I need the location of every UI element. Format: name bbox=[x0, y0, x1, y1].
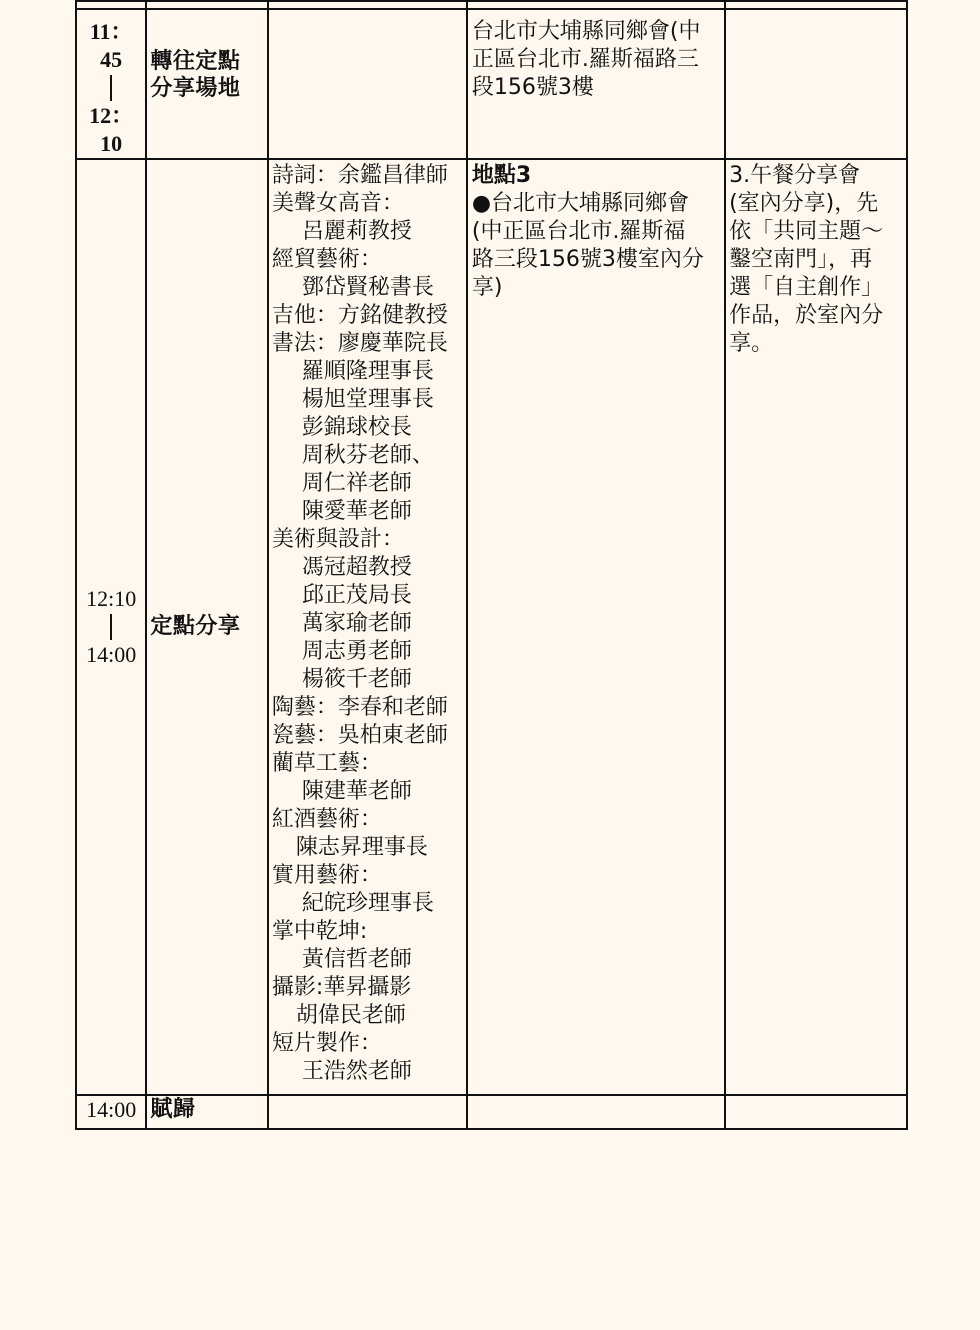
time-cell bbox=[76, 9, 146, 159]
session-title: 定點分享 bbox=[150, 614, 241, 639]
time-text: 14:00 bbox=[86, 1097, 137, 1122]
performer-line: 藺草工藝： bbox=[271, 751, 382, 776]
session-title: 賦歸 bbox=[150, 1097, 196, 1122]
performers-cell bbox=[268, 9, 467, 159]
performer-line: 王浩然老師 bbox=[301, 1059, 412, 1084]
note-line: 鑿空南門」，再 bbox=[729, 247, 873, 272]
note-line: 享。 bbox=[729, 331, 774, 356]
performer-line: 短片製作： bbox=[271, 1031, 382, 1056]
location-line: ●台北市大埔縣同鄉會 bbox=[471, 191, 690, 216]
performer-line: 陳建華老師 bbox=[301, 779, 412, 804]
performer-line: 彭錦球校長 bbox=[301, 415, 412, 440]
note-line: 作品，於室內分 bbox=[729, 303, 884, 328]
location-line: 正區台北市.羅斯福路三 bbox=[471, 47, 699, 72]
time-range-divider bbox=[110, 614, 112, 640]
performer-line: 黃信哲老師 bbox=[301, 947, 412, 972]
performer-line: 羅順隆理事長 bbox=[301, 359, 434, 384]
time-text: 12:10 bbox=[86, 586, 137, 611]
session-cell bbox=[146, 9, 268, 159]
time-cell bbox=[76, 1095, 146, 1129]
location-cell bbox=[467, 159, 725, 1095]
time-text: 45 bbox=[100, 47, 123, 72]
performers-cell bbox=[268, 1095, 467, 1129]
performer-line: 陶藝：李春和老師 bbox=[271, 695, 448, 720]
time-text: 12： bbox=[89, 103, 134, 128]
performer-line: 美術與設計： bbox=[271, 527, 404, 552]
location-line: (中正區台北市.羅斯福 bbox=[471, 219, 686, 244]
performer-list bbox=[269, 160, 466, 1086]
performer-line: 呂麗莉教授 bbox=[301, 219, 412, 244]
notes-cell bbox=[725, 9, 907, 159]
location-line: 路三段156號3樓室內分 bbox=[471, 247, 704, 272]
performer-line: 周秋芬老師、 bbox=[301, 443, 434, 468]
session-title: 分享場地 bbox=[150, 76, 241, 101]
table-row bbox=[76, 159, 907, 1095]
notes-cell bbox=[725, 159, 907, 1095]
table-row-continued bbox=[76, 1, 907, 9]
performer-line: 楊筱千老師 bbox=[301, 667, 412, 692]
performer-line: 瓷藝：吳柏東老師 bbox=[271, 723, 448, 748]
performer-line: 書法：廖慶華院長 bbox=[271, 331, 448, 356]
session-cell bbox=[146, 159, 268, 1095]
session-cell bbox=[146, 1095, 268, 1129]
performer-line: 紀皖珍理事長 bbox=[301, 891, 434, 916]
time-range-divider bbox=[110, 75, 112, 101]
time-text: 10 bbox=[100, 131, 123, 156]
performer-line: 楊旭堂理事長 bbox=[301, 387, 434, 412]
session-title: 轉往定點 bbox=[150, 49, 241, 74]
performer-line: 紅酒藝術： bbox=[271, 807, 382, 832]
note-line: (室內分享)，先 bbox=[729, 191, 879, 216]
notes-cell bbox=[725, 1095, 907, 1129]
performer-line: 陳志昇理事長 bbox=[295, 835, 428, 860]
performer-line: 經貿藝術： bbox=[271, 247, 382, 272]
time-cell bbox=[76, 159, 146, 1095]
performer-line: 美聲女高音： bbox=[271, 191, 404, 216]
performer-line: 詩詞：余鑑昌律師 bbox=[271, 163, 448, 188]
table-row bbox=[76, 1095, 907, 1129]
note-line: 依「共同主題～ bbox=[729, 219, 884, 244]
note-line: 3.午餐分享會 bbox=[729, 163, 861, 188]
performer-line: 攝影:華昇攝影 bbox=[271, 975, 412, 1000]
performer-line: 馮冠超教授 bbox=[301, 555, 412, 580]
performer-line: 邱正茂局長 bbox=[301, 583, 412, 608]
location-cell bbox=[467, 9, 725, 159]
note-line: 選「自主創作」 bbox=[729, 275, 884, 300]
performer-line: 萬家瑜老師 bbox=[301, 611, 412, 636]
time-text: 11： bbox=[89, 19, 133, 44]
performer-line: 實用藝術： bbox=[271, 863, 382, 888]
performers-cell bbox=[268, 159, 467, 1095]
location-line: 享) bbox=[471, 275, 503, 300]
time-text: 14:00 bbox=[86, 642, 137, 667]
location-title: 地點3 bbox=[471, 163, 532, 188]
table-row bbox=[76, 9, 907, 159]
performer-line: 掌中乾坤: bbox=[271, 919, 368, 944]
schedule-table bbox=[75, 0, 908, 1130]
location-cell bbox=[467, 1095, 725, 1129]
location-line: 台北市大埔縣同鄉會(中 bbox=[471, 19, 701, 44]
performer-line: 陳愛華老師 bbox=[301, 499, 412, 524]
performer-line: 周仁祥老師 bbox=[301, 471, 412, 496]
performer-line: 胡偉民老師 bbox=[295, 1003, 406, 1028]
performer-line: 吉他：方銘健教授 bbox=[271, 303, 448, 328]
performer-line: 周志勇老師 bbox=[301, 639, 412, 664]
performer-line: 鄧岱賢秘書長 bbox=[301, 275, 434, 300]
location-line: 段156號3樓 bbox=[471, 75, 594, 100]
